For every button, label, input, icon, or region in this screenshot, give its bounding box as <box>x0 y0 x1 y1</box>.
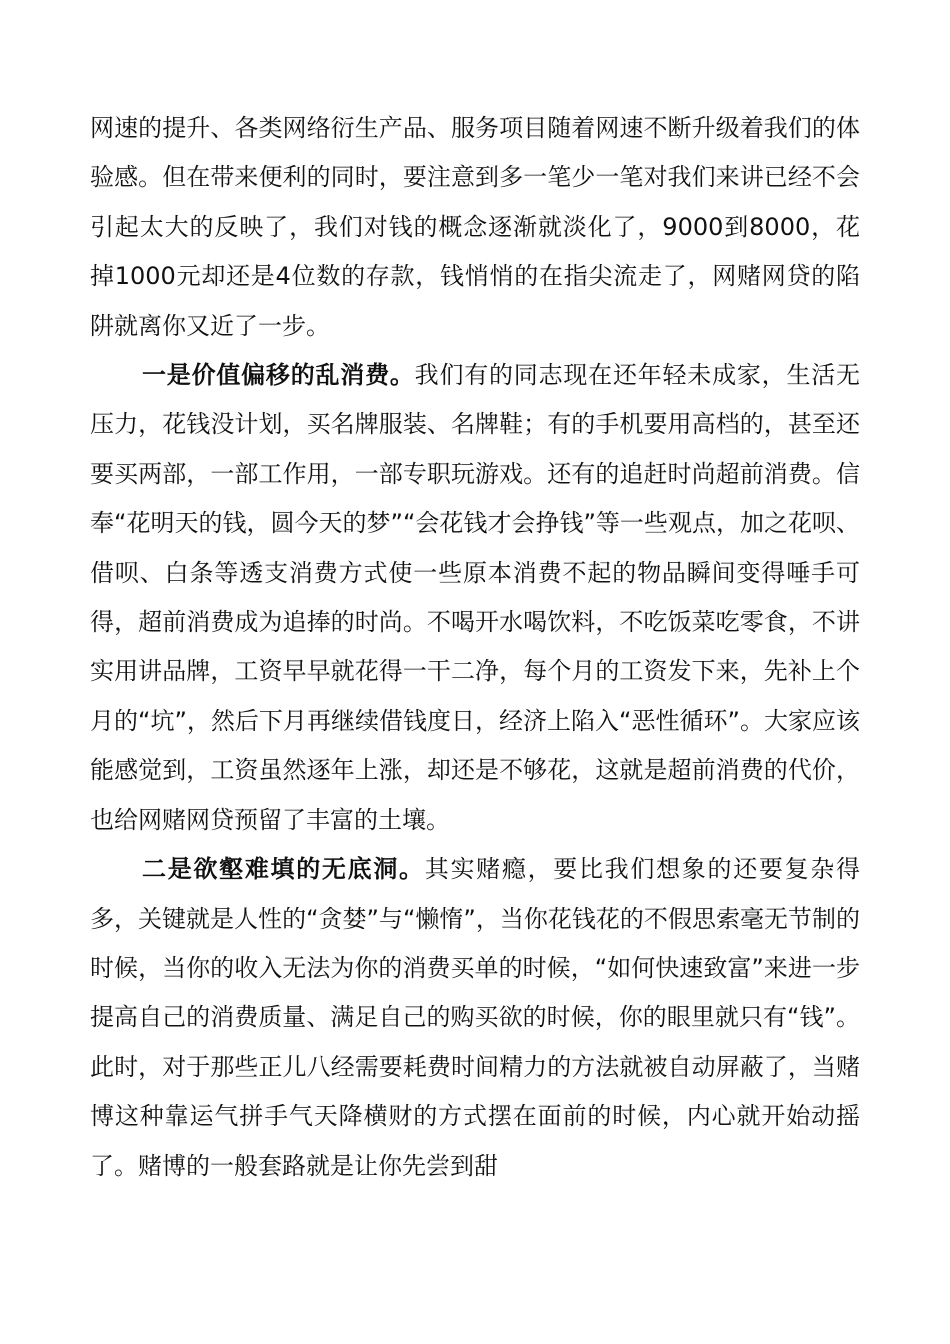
document-page <box>90 104 860 1191</box>
paragraph-3-heading: 二是欲壑难填的无底洞。 <box>142 855 425 884</box>
paragraph-2-heading: 一是价值偏移的乱消费。 <box>142 361 415 390</box>
paragraph-1-text: 网速的提升、各类网络衍生产品、服务项目随着网速不断升级着我们的体验感。但在带来便利的同时，要注意到多一笔少一笔对我们来讲已经不会引起太大的反映了，我们对钱的概念逐渐就淡化了，9000到8000，花掉1000元却还是4位数的存款，钱悄悄的在指尖流走了，网赌网贷的陷阱就离你又近了一步。 <box>90 114 860 340</box>
paragraph-1 <box>90 104 860 351</box>
paragraph-3 <box>90 845 860 1191</box>
paragraph-2-text: 我们有的同志现在还年轻未成家，生活无压力，花钱没计划，买名牌服装、名牌鞋；有的手机要用高档的，甚至还要买两部，一部工作用，一部专职玩游戏。还有的追赶时尚超前消费。信奉“花明天的钱，圆今天的梦”“会花钱才会挣钱”等一些观点，加之花呗、借呗、白条等透支消费方式使一些原本消费不起的物品瞬间变得唾手可得，超前消费成为追捧的时尚。不喝开水喝饮料，不吃饭菜吃零食，不讲实用讲品牌，工资早早就花得一干二净，每个月的工资发下来，先补上个月的“坑”，然后下月再继续借钱度日，经济上陷入“恶性循环”。大家应该能感觉到，工资虽然逐年上涨，却还是不够花，这就是超前消费的代价，也给网赌网贷预留了丰富的土壤。 <box>90 361 861 834</box>
paragraph-3-text: 其实赌瘾，要比我们想象的还要复杂得多，关键就是人性的“贪婪”与“懒惰”，当你花钱花的不假思索毫无节制的时候，当你的收入无法为你的消费买单的时候，“如何快速致富”来进一步提高自己的消费质量、满足自己的购买欲的时候，你的眼里就只有“钱”。此时，对于那些正儿八经需要耗费时间精力的方法就被自动屏蔽了，当赌博这种靠运气拼手气天降横财的方式摆在面前的时候，内心就开始动摇了。赌博的一般套路就是让你先尝到甜 <box>90 855 861 1180</box>
paragraph-2 <box>90 351 860 845</box>
